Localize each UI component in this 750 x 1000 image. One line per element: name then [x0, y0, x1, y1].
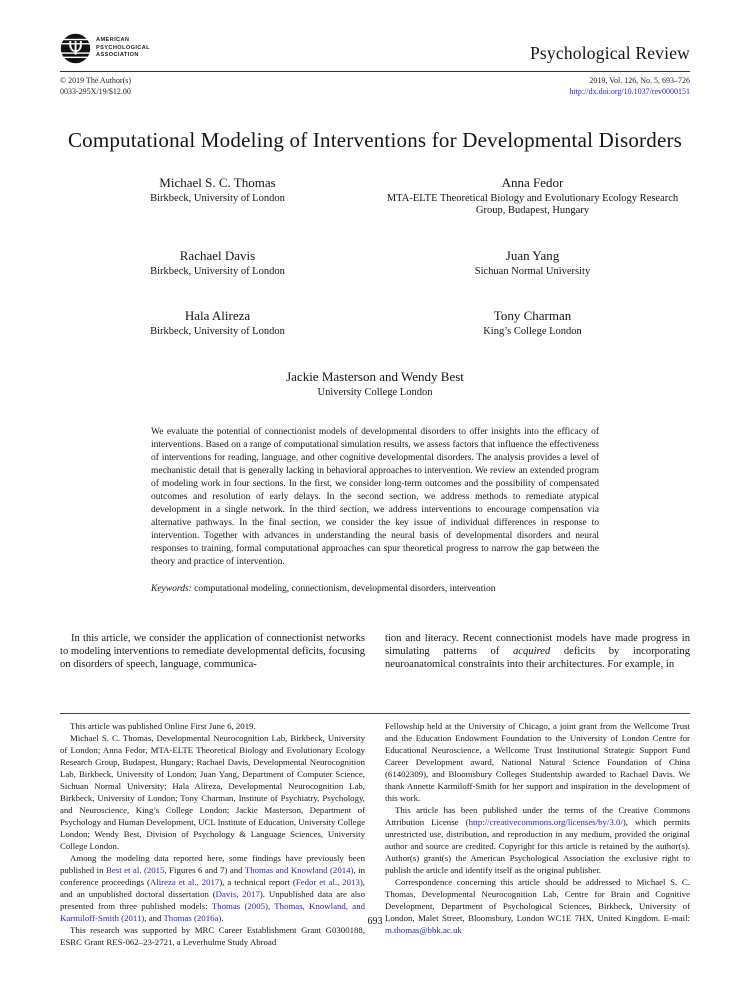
footnote-paragraph: [60, 732, 365, 852]
citation-link[interactable]: Thomas and Knowland (2014): [244, 865, 354, 876]
apa-psi-logo-icon: [60, 33, 91, 64]
body-column-right: [385, 632, 690, 672]
publication-info: [60, 76, 690, 98]
text-run: tion and literacy. Recent connectionist models have made progress in simulating patterns of: [385, 632, 690, 657]
author-name: Hala Alireza: [184, 308, 251, 324]
apa-logo: [60, 33, 150, 64]
issn-line: 0033-295X/19/$12.00: [60, 86, 131, 96]
masthead-rule: [60, 71, 690, 72]
keywords-label: Keywords:: [151, 583, 192, 594]
footnote-paragraph: [60, 852, 365, 924]
text-run: ), which permits unrestricted use, distribution, and reproduction in any medium, provided the original author and source are credited. Copyright for this article is retained by the author(s). Author(s) grant(s) the American Psychological Association the exclusive right to publish the article and identify itself as the original publisher.: [385, 817, 690, 876]
text-run: Correspondence concerning this article should be addressed to Michael S. C. Thomas, Developmental Neurocognition Lab, Centre for Brain and Cognitive Development, Department of Psychological Sciences, Birkbeck, University of London, Malet Street, Bloomsbury, London WC1E 7HX, United Kingdom. E-mail:: [385, 877, 690, 924]
copyright-block: [60, 76, 131, 98]
author-block: [375, 248, 690, 279]
author-affiliation: Birkbeck, University of London: [150, 265, 285, 277]
author-row-1: [60, 175, 690, 218]
author-block: [60, 369, 690, 400]
text-run: Fellowship held at the University of Chicago, a joint grant from the Wellcome Trust and the Education Endowment Foundation to the University of London Centre for Educational Neuroscience, a Wellcome Trust Institutional Strategic Support Fund Career Development award, National Natural Science Foundation of China (61402309), and Bloomsbury Colleges Studentship awarded to Rachael Davis. We thank Annette Karmiloff-Smith for her support and inspiration in the development of this work.: [385, 721, 690, 804]
author-name: Michael S. C. Thomas: [159, 174, 276, 190]
citation-link[interactable]: Alireza et al., 2017: [149, 877, 220, 888]
author-affiliation: Sichuan Normal University: [474, 265, 591, 277]
text-run: Among the modeling data reported here, some findings have previously been published in: [60, 853, 365, 876]
author-affiliation: Birkbeck, University of London: [150, 192, 285, 204]
author-affiliation: University College London: [317, 386, 433, 398]
body-text: [60, 632, 690, 672]
author-row-2: [60, 248, 690, 279]
footnote-paragraph: [60, 924, 365, 948]
footnote-column-right: [385, 720, 690, 948]
author-affiliation: Birkbeck, University of London: [150, 326, 285, 338]
org-line: ASSOCIATION: [96, 52, 139, 59]
org-line: AMERICAN: [96, 37, 130, 44]
footnote-column-left: [60, 720, 365, 948]
author-block: [375, 308, 690, 339]
citation-link[interactable]: Thomas, Knowland, and Karmiloff-Smith (2011): [60, 901, 365, 924]
author-row-4: [60, 369, 690, 400]
keywords-line: [151, 583, 599, 596]
text-run: This article has been published under the terms of the Creative Commons Attribution License (: [385, 805, 690, 828]
keywords-text: computational modeling, connectionism, developmental disorders, intervention: [194, 583, 496, 594]
footnote-paragraph: [385, 804, 690, 876]
author-name: Tony Charman: [493, 308, 572, 324]
author-name: Jackie Masterson and Wendy Best: [286, 368, 464, 384]
footnote-paragraph: [385, 876, 690, 936]
text-run: deficits by incorporating neuroanatomical constraints into their architectures. For example, in: [385, 645, 690, 670]
text-run: ,: [267, 901, 275, 912]
journal-name: Psychological Review: [529, 43, 690, 63]
svg-text:Ψ: Ψ: [68, 38, 83, 60]
abstract: We evaluate the potential of connectionist models of developmental disorders to offer insights into the efficacy of interventions. Based on a range of computational simulation results, we assess factors that influence the effectiveness of interventions for reading, language, and other cognitive developmental disorders. The analysis provides a level of mechanistic detail that is generally lacking in behavioral approaches to intervention. We review an extended program of modeling work in four sections. In the first, we consider long-term outcomes and the possibility of compensated outcomes and resolution of early delays. In the second section, we address methods to remediate atypical development in a single network. In the third section, we address interventions to encourage compensation via alternative pathways. In the final section, we consider the key issue of individual differences in response to intervention. Together with advances in understanding the neural basis of developmental disorders and neural responses to training, formal computational approaches can spur theoretical progress to narrow the gap between the theory and practice of intervention.: [151, 426, 599, 567]
text-run: ), a technical report (: [219, 877, 296, 888]
org-name: [96, 37, 150, 60]
footnotes: [60, 720, 690, 948]
org-line: PSYCHOLOGICAL: [96, 44, 150, 51]
citation-link[interactable]: Davis, 2017: [215, 889, 260, 900]
author-row-3: [60, 308, 690, 339]
author-name: Anna Fedor: [501, 174, 564, 190]
author-block: [60, 248, 375, 279]
copyright-line: © 2019 The Author(s): [60, 76, 132, 85]
article-title: Computational Modeling of Interventions for Developmental Disorders: [67, 127, 683, 152]
text-run: This article was published Online First June 6, 2019.: [70, 721, 256, 732]
author-affiliation: MTA-ELTE Theoretical Biology and Evolutionary Ecology Research Group, Budapest, Hungary: [386, 192, 679, 217]
page-number: 693: [367, 916, 383, 927]
author-affiliation: King’s College London: [483, 326, 582, 338]
issue-block: [569, 76, 690, 98]
footnote-rule: [60, 713, 690, 714]
doi-link[interactable]: http://dx.doi.org/10.1037/rev0000151: [569, 86, 690, 96]
text-run: Michael S. C. Thomas, Developmental Neurocognition Lab, Birkbeck, University of London; Anna Fedor, MTA-ELTE Theoretical Biology and Evolutionary Ecology Research Group, Budapest, Hungary; Rachael Davis, Developmental Neurocognition Lab, Birkbeck, University of London; Juan Yang, Department of Computer Science, Sichuan Normal University; Hala Alireza, Developmental Neurocognition Lab, Birkbeck, University of London; Tony Charman, Institute of Psychiatry, Psychology, and Neuroscience, King’s College London; Jackie Masterson, Department of Psychology and Human Development, UCL Institute of Education, University College London; Wendy Best, Division of Psychology & Language Sciences, University College London.: [60, 733, 365, 852]
text-run: This research was supported by MRC Career Establishment Grant G0300188, ESRC Grant RES-062–23-2721, a Leverhulme Study Abroad: [60, 925, 365, 948]
text-run: .: [221, 913, 224, 924]
text-run: , and: [144, 913, 164, 924]
author-name: Juan Yang: [505, 247, 560, 263]
citation-link[interactable]: m.thomas@bbk.ac.uk: [385, 925, 462, 936]
author-block: [375, 175, 690, 218]
citation-link[interactable]: Thomas (2005): [211, 901, 268, 912]
author-block: [60, 308, 375, 339]
footnote-paragraph: [385, 720, 690, 804]
italic-text: acquired: [512, 645, 551, 657]
citation-link[interactable]: Thomas (2016a): [163, 913, 222, 924]
text-run: ). Unpublished data are also presented from three published models:: [60, 889, 365, 912]
author-block: [60, 175, 375, 218]
citation-link[interactable]: Fedor et al., 2013: [295, 877, 360, 888]
issue-line: 2019, Vol. 126, No. 5, 693–726: [589, 76, 690, 85]
text-run: , Figures 6 and 7) and: [164, 865, 245, 876]
footnote-paragraph: [60, 720, 365, 732]
text-run: ), and an unpublished doctoral dissertation (: [60, 877, 365, 900]
citation-link[interactable]: Best et al. (2015: [106, 865, 165, 876]
body-column-left: In this article, we consider the application of connectionist networks to modeling interventions to remediate developmental deficits, focusing on disorders of speech, language, communica-: [60, 632, 365, 670]
author-name: Rachael Davis: [179, 247, 256, 263]
citation-link[interactable]: http://creativecommons.org/licenses/by/3.0/: [468, 817, 623, 828]
masthead: [60, 0, 690, 64]
text-run: , in conference proceedings (: [60, 865, 365, 888]
